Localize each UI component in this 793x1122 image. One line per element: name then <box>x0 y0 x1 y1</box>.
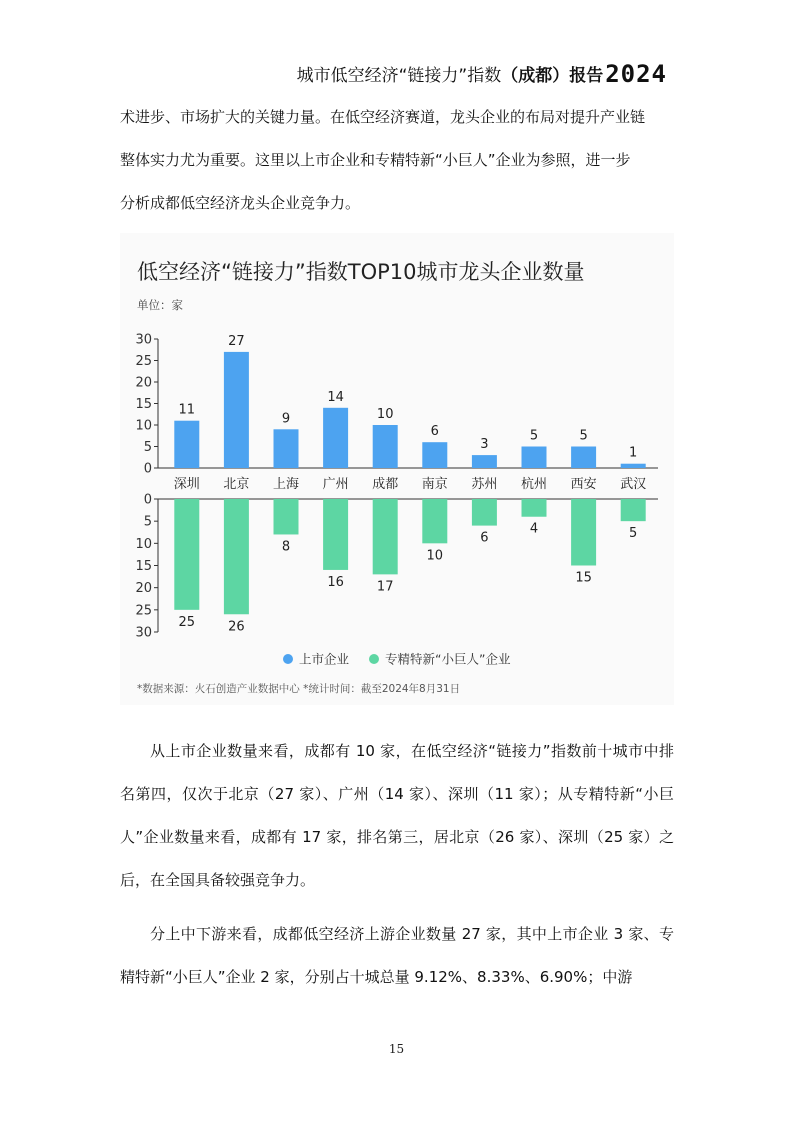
data-label-listed: 5 <box>529 428 539 444</box>
y-tick-label-upper: 5 <box>143 440 152 455</box>
data-label-listed: 3 <box>480 437 489 453</box>
y-tick-label-lower: 0 <box>143 492 152 508</box>
data-label-listed: 10 <box>376 407 394 422</box>
paragraph-line: 分析成都低空经济龙头企业竞争力。 <box>120 194 361 212</box>
legend-marker-listed <box>283 654 293 664</box>
data-label-listed: 27 <box>228 333 245 349</box>
legend-marker-little-giant <box>369 654 379 664</box>
y-tick-label-upper: 30 <box>135 332 152 348</box>
category-label: 广州 <box>322 477 349 492</box>
bar-listed <box>422 442 447 468</box>
paragraph-text: 分上中下游来看，成都低空经济上游企业数量 27 家，其中上市企业 3 家、专精特新“小巨人”企业 2 家，分别占十城总量 9.12%、8.33%、6.90%；中游 <box>120 925 674 986</box>
data-label-listed: 9 <box>281 411 291 427</box>
data-label-listed: 5 <box>579 428 588 444</box>
y-tick-label-upper: 0 <box>143 461 152 477</box>
y-tick-label-upper: 10 <box>135 418 152 434</box>
category-label: 杭州 <box>520 477 548 492</box>
category-label: 成都 <box>372 477 399 492</box>
category-label: 西安 <box>570 477 597 492</box>
data-label-little-giant: 25 <box>178 614 196 630</box>
header-title: 城市低空经济“链接力”指数 <box>296 66 502 86</box>
y-tick-label-lower: 30 <box>135 625 152 641</box>
chart-unit-label: 单位：家 <box>137 298 183 312</box>
bar-little-giant <box>224 499 249 614</box>
category-label: 苏州 <box>471 477 498 492</box>
data-label-little-giant: 8 <box>281 539 291 555</box>
paragraph-text: 从上市企业数量来看，成都有 10 家，在低空经济“链接力”指数前十城市中排名第四，仅次于北京（27 家）、广州（14 家）、深圳（11 家）；从专精特新“小巨人”企业数量来看，成都有 17 家，排名第三，居北京（26 家）、深圳（25 家）之后，在全国具备较强竞争力。 <box>120 742 674 889</box>
data-label-little-giant: 17 <box>376 579 394 595</box>
y-tick-label-lower: 25 <box>135 603 152 619</box>
y-tick-label-upper: 15 <box>135 397 152 412</box>
y-tick-label-lower: 5 <box>143 514 152 530</box>
header-report: 报告 <box>569 66 604 86</box>
data-label-listed: 6 <box>430 424 439 440</box>
data-label-little-giant: 10 <box>426 548 444 564</box>
bar-listed <box>472 455 497 468</box>
bar-little-giant <box>274 499 299 534</box>
header-year: 2024 <box>605 60 667 88</box>
legend-label-little-giant: 专精特新“小巨人”企业 <box>385 651 511 667</box>
bar-little-giant <box>522 499 547 517</box>
data-label-little-giant: 15 <box>575 570 592 586</box>
paragraph-streams <box>120 913 674 999</box>
category-label: 武汉 <box>620 477 647 492</box>
category-label: 深圳 <box>173 477 200 492</box>
data-label-little-giant: 6 <box>480 530 489 546</box>
data-label-listed: 11 <box>178 402 196 418</box>
bar-little-giant <box>472 499 497 526</box>
y-tick-label-lower: 10 <box>135 536 152 552</box>
data-label-little-giant: 5 <box>629 526 638 542</box>
bar-little-giant <box>621 499 646 521</box>
bar-little-giant <box>571 499 596 566</box>
paragraph-analysis <box>120 730 674 902</box>
category-label: 上海 <box>272 477 300 492</box>
bar-little-giant <box>174 499 199 610</box>
chart-source-note: *数据来源：火石创造产业数据中心 *统计时间：截至2024年8月31日 <box>137 683 461 695</box>
y-tick-label-lower: 20 <box>135 581 152 597</box>
category-label: 南京 <box>421 477 448 492</box>
paragraph-line: 整体实力尤为重要。这里以上市企业和专精特新“小巨人”企业为参照，进一步 <box>120 151 631 169</box>
header-city: （成都） <box>501 66 570 86</box>
bar-listed <box>621 464 646 468</box>
chart-figure <box>120 233 674 705</box>
bar-little-giant <box>373 499 398 574</box>
data-label-little-giant: 4 <box>529 521 539 537</box>
bar-listed <box>373 425 398 468</box>
page-header <box>297 58 667 86</box>
y-tick-label-upper: 20 <box>135 375 152 391</box>
bar-listed <box>174 421 199 468</box>
data-label-little-giant: 16 <box>327 574 344 590</box>
y-tick-label-lower: 15 <box>135 559 152 574</box>
paragraph-intro <box>120 96 674 225</box>
bar-little-giant <box>323 499 348 570</box>
bar-chart <box>120 233 674 705</box>
bar-listed <box>323 408 348 468</box>
bar-listed <box>522 447 547 469</box>
bar-listed <box>571 447 596 469</box>
page-number: 15 <box>388 1042 405 1056</box>
data-label-little-giant: 26 <box>228 619 245 635</box>
data-label-listed: 1 <box>629 445 638 461</box>
bar-listed <box>224 352 249 468</box>
data-label-listed: 14 <box>327 389 344 405</box>
y-tick-label-upper: 25 <box>135 354 152 369</box>
paragraph-line: 术进步、市场扩大的关键力量。在低空经济赛道，龙头企业的布局对提升产业链 <box>120 108 646 126</box>
legend-label-listed: 上市企业 <box>299 651 350 667</box>
chart-title: 低空经济“链接力”指数TOP10城市龙头企业数量 <box>137 260 585 284</box>
bar-listed <box>274 429 299 468</box>
category-label: 北京 <box>223 477 250 492</box>
bar-little-giant <box>422 499 447 543</box>
